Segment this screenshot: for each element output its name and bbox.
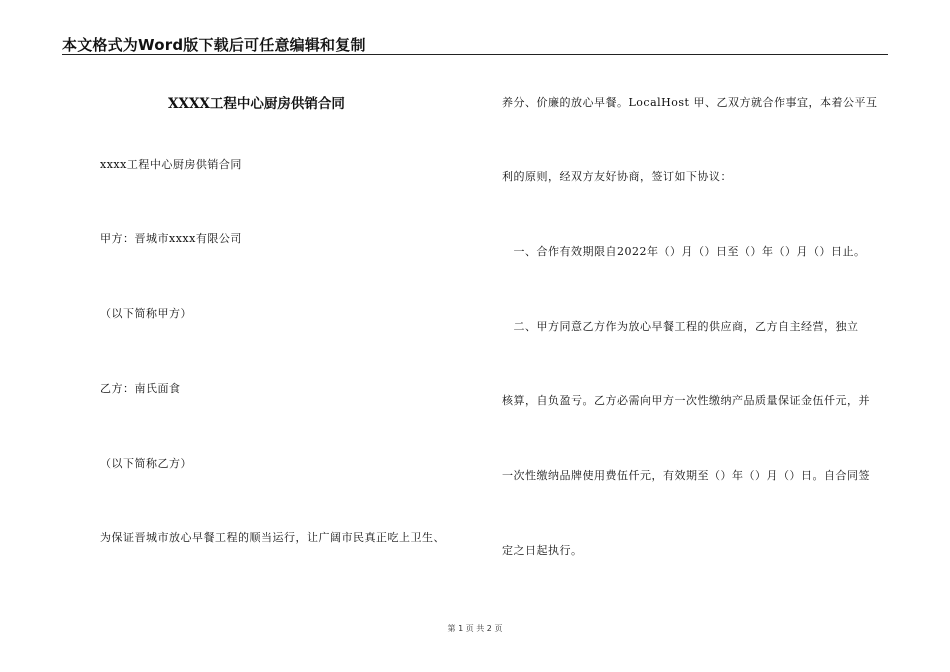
paragraph-line: 甲方：晋城市xxxx有限公司: [100, 232, 242, 245]
paragraph-line: 养分、价廉的放心早餐。LocalHost 甲、乙双方就合作事宜，本着公平互: [502, 96, 878, 109]
paragraph-line: 利的原则，经双方友好协商，签订如下协议：: [502, 170, 732, 183]
paragraph-line: （以下简称甲方）: [100, 307, 192, 320]
paragraph-line: （以下简称乙方）: [100, 457, 192, 470]
page-number: 第 1 页 共 2 页: [447, 624, 503, 633]
paragraph-line: 定之日起执行。: [502, 544, 583, 557]
header-text: 本文格式为Word版下载后可任意编辑和复制: [62, 36, 366, 54]
paragraph-line: xxxx工程中心厨房供销合同: [100, 158, 242, 171]
paragraph-line: 核算，自负盈亏。乙方必需向甲方一次性缴纳产品质量保证金伍仟元，并: [502, 394, 870, 407]
paragraph-line: 一次性缴纳品牌使用费伍仟元，有效期至（）年（）月（）日。自合同签: [502, 469, 870, 482]
page-header: [62, 34, 888, 55]
paragraph-line: 二、甲方同意乙方作为放心早餐工程的供应商，乙方自主经营，独立: [502, 320, 859, 333]
paragraph-line: 乙方：南氏面食: [100, 382, 181, 395]
paragraph-line: 一、合作有效期限自2022年（）月（）日至（）年（）月（）日止。: [502, 245, 866, 258]
document-title: XXXX工程中心厨房供销合同: [168, 96, 345, 112]
paragraph-line: 为保证晋城市放心早餐工程的顺当运行，让广阔市民真正吃上卫生、: [100, 531, 445, 544]
